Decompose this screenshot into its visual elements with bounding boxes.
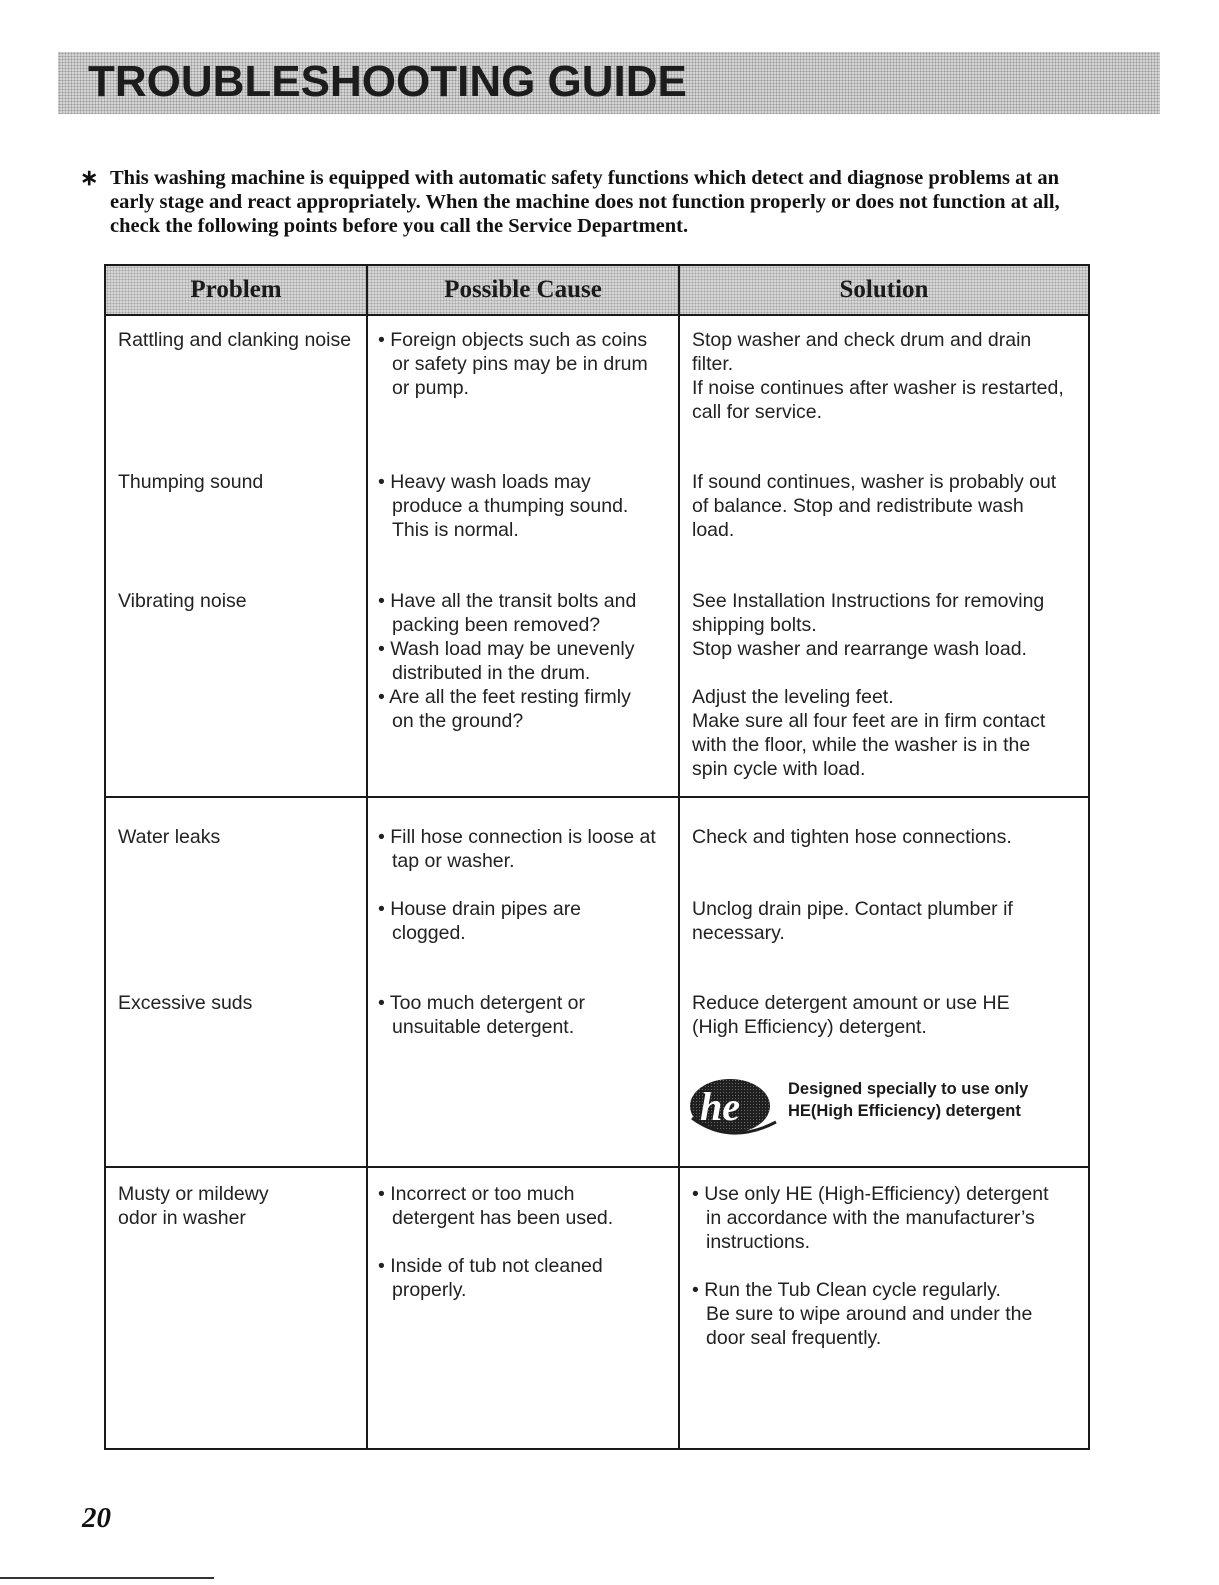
- table-row-problem: Rattling and clanking noise: [118, 329, 352, 351]
- row-divider: [106, 1166, 1088, 1168]
- page-title: TROUBLESHOOTING GUIDE: [88, 57, 687, 106]
- page-number: 20: [82, 1502, 111, 1534]
- table-row-cause: • Incorrect or too much detergent has been used. • Inside of tub not cleaned properly.: [378, 1183, 614, 1301]
- table-row-problem: Vibrating noise: [118, 590, 247, 612]
- header-possible-cause: Possible Cause: [444, 276, 602, 303]
- table-row-cause: • Have all the transit bolts and packing been removed? • Wash load may be unevenly distributed in the drum. • Are all the feet resting firmly on the ground?: [378, 590, 637, 732]
- he-note: Designed specially to use only HE(High Efficiency) detergent: [788, 1080, 1029, 1120]
- table-row-cause: • Foreign objects such as coins or safety pins may be in drum or pump.: [378, 329, 648, 399]
- table-row-cause: • Heavy wash loads may produce a thumping sound. This is normal.: [378, 471, 629, 541]
- table-row-solution: Check and tighten hose connections. Unclog drain pipe. Contact plumber if necessary.: [692, 826, 1013, 944]
- table-row-cause: • Too much detergent or unsuitable detergent.: [378, 992, 586, 1038]
- table-row-problem: Water leaks: [118, 826, 221, 848]
- table-row-problem: Excessive suds: [118, 992, 253, 1014]
- troubleshooting-table: [104, 264, 1090, 1450]
- row-divider: [106, 796, 1088, 798]
- he-logo-icon: [686, 1076, 780, 1140]
- table-row-solution: • Use only HE (High-Efficiency) detergent in accordance with the manufacturer’s instructions. • Run the Tub Clean cycle regularly. Be sure to wipe around and under the door seal frequently.: [692, 1183, 1049, 1349]
- intro-note: [80, 166, 1100, 238]
- title-banner: [58, 52, 1160, 114]
- asterisk-icon: ∗: [80, 165, 99, 190]
- table-row-solution: Stop washer and check drum and drain filter. If noise continues after washer is restarted, call for service.: [692, 329, 1064, 423]
- he-logo-text: he: [700, 1084, 740, 1129]
- table-row-problem: Musty or mildewy odor in washer: [118, 1183, 269, 1229]
- footer-rule: [0, 1577, 214, 1579]
- intro-text: This washing machine is equipped with automatic safety functions which detect and diagnose problems at an early stage and react appropriately. When the machine does not function properly or does not function at all, check the following points before you call the Service Department.: [110, 167, 1060, 237]
- column-divider: [366, 266, 368, 1448]
- table-header: [106, 266, 1088, 316]
- column-divider: [678, 266, 680, 1448]
- table-row-solution: Reduce detergent amount or use HE (High Efficiency) detergent.: [692, 992, 1010, 1038]
- table-row-cause: • Fill hose connection is loose at tap or washer. • House drain pipes are clogged.: [378, 826, 656, 944]
- table-row-solution: See Installation Instructions for removing shipping bolts. Stop washer and rearrange wash load. Adjust the leveling feet. Make sure all four feet are in firm contact with the floor, while the washer is in the spin cycle with load.: [692, 590, 1046, 780]
- header-problem: Problem: [190, 276, 282, 303]
- table-row-problem: Thumping sound: [118, 471, 264, 493]
- table-row-solution: If sound continues, washer is probably out of balance. Stop and redistribute wash load.: [692, 471, 1057, 541]
- header-solution: Solution: [839, 276, 929, 303]
